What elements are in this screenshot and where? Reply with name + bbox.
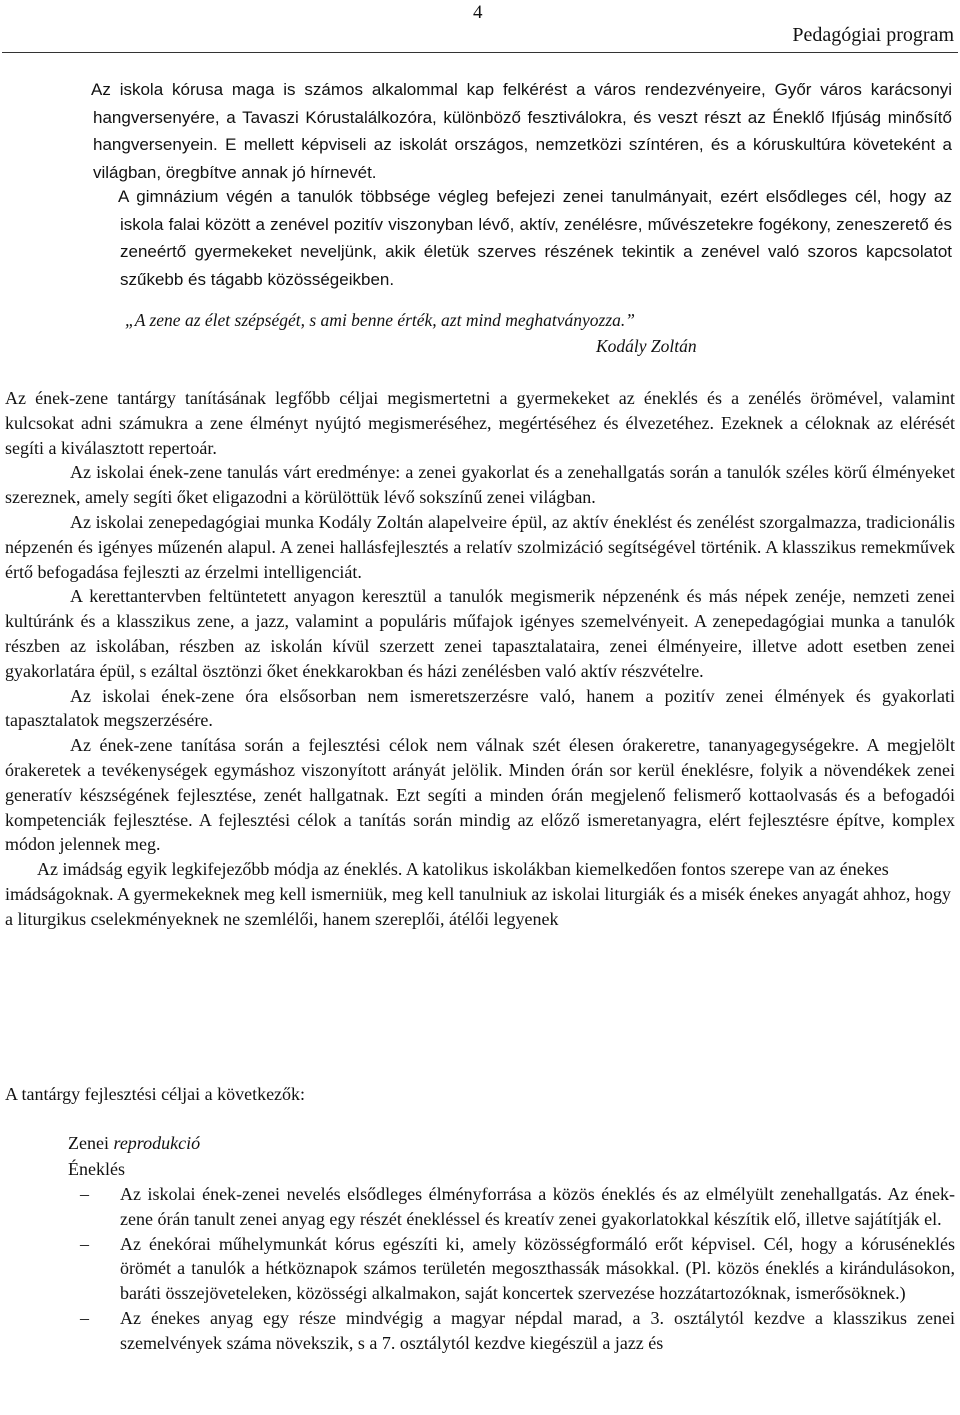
intro-section (93, 76, 952, 186)
intro-section-2 (93, 183, 952, 293)
dash-icon: – (80, 1184, 89, 1204)
header-title: Pedagógiai program (792, 24, 954, 46)
list-item-text: Az énekes anyag egy része mindvégig a magyar népdal marad, a 3. osztálytól kezdve a klasszikus zenei szemelvények száma növekszik, s a 7. osztálytól kezdve kiegészül a jazz és (120, 1307, 955, 1353)
dash-icon: – (80, 1307, 89, 1328)
goals-subheading: Éneklés (68, 1159, 125, 1179)
page-number: 4 (473, 2, 483, 23)
list-item (5, 1306, 955, 1356)
list-item-text: Az iskolai ének-zenei nevelés elsődleges élményforrása a közös éneklés és az elmélyült zenehallgatás. Az ének-zene órán tanult zenei anyag egy részét énekléssel és kreatív zenei gyakorlatokkal készítik elő, illetve sajátítják el. (120, 1184, 955, 1229)
body-section (5, 386, 955, 932)
body-paragraph: Az iskolai zenepedagógiai munka Kodály Zoltán alapelveire épül, az aktív éneklést és zenélést szorgalmazza, tradicionális népzenén és igényes műzenén alapul. A zenei hallásfejlesztés a relatív szolmizáció segítségével történik. A klasszikus remekművek értő befogadása fejleszti az érzelmi intelligenciát. (5, 511, 955, 582)
goals-heading-prefix: Zenei (68, 1133, 114, 1153)
goals-heading-emph: reprodukció (113, 1133, 201, 1153)
body-paragraph: Az iskolai ének-zene óra elsősorban nem ismeretszerzésre való, hanem a pozitív zenei élmények és gyakorlati tapasztalatok megszerzésére. (5, 685, 955, 731)
goals-intro: A tantárgy fejlesztési céljai a következők: (5, 1084, 306, 1104)
body-paragraph: Az ének-zene tantárgy tanításának legfőbb céljai megismertetni a gyermekeket az éneklés és a zenélés örömével, valamint kulcsokat adni számukra a zene élményt nyújtó megismeréséhez, megértéséhez és élvezetéhez. Ezeknek a céloknak az elérését segíti a kiválasztott repertoár. (5, 388, 955, 458)
intro-paragraph-1: Az iskola kórusa maga is számos alkalommal kap felkérést a város rendezvényeire, Győr város karácsonyi hangversenyére, a Tavaszi Kórustalálkozóra, különböző fesztiválokra, és veszt részt az Éneklő Ifjúság minősítő hangversenyein. E mellett képviseli az iskolát országos, nemzetközi színtéren, és a kóruskultúra követeként a világban, öregbítve annak jó hírnevét. (91, 80, 952, 182)
body-paragraph: Az ének-zene tanítása során a fejlesztési célok nem válnak szét élesen órakeretre, tananyagegységekre. A megjelölt órakeretek a tevékenységek egymáshoz viszonyított arányát jelölik. Minden órán sor kerül éneklésre, folyik a növendékek zenei generatív készségének fejlesztése, zenét hallgatnak. Ezt segíti a minden órán megjelenő felismerő kottaolvasás és a befogadói kompetenciák fejlesztése. A fejlesztési célok a tanítás során mindig az előző ismeretanyagra, elért fejlesztésre építve, komplex módon jelennek meg. (5, 735, 955, 855)
goals-list (5, 1182, 955, 1356)
body-paragraph: Az imádság egyik legkifejezőbb módja az éneklés. A katolikus iskolákban kiemelkedően fontos szerepe van az énekes imádságoknak. A gyermekeknek meg kell ismerniük, meg kell tanulniuk az iskolai liturgiák és a misék énekes anyagát ahhoz, hogy a liturgikus cselekményeknek ne szemlélői, hanem szereplői, átélői legyenek (5, 859, 951, 929)
list-item-text: Az énekórai műhelymunkát kórus egészíti ki, amely közösségformáló erőt képvisel. Cél, hogy a kóruséneklés örömét a tanulók a hétköznapok számos területén megoszthassák másokkal. (Pl. közös éneklés a kirándulásokon, baráti összejöveteleken, közösségi alkalmakon, saját koncertek szervezése hozzátartozóknak, ismerősöknek.) (120, 1233, 955, 1304)
quote-text: „A zene az élet szépségét, s ami benne érték, azt mind meghatványozza.” (125, 310, 636, 330)
body-paragraph: A kerettantervben feltüntetett anyagon keresztül a tanulók megismerik népzenénk és más népek zenéje, nemzeti zenei kultúránk és a klasszikus zene, a jazz, valamint a populáris műfajok igényes szemelvényeit. A zenepedagógiai munka a tanulók részben az iskolában, részben az iskolán kívül szerzett zenei tapasztalataira, zenei élményeire, illetve adott esetben zenei gyakorlatára épül, s ezáltal ösztönzi őket énekkarokban és házi zenélésben való aktív részvételre. (5, 586, 955, 681)
intro-paragraph-2: A gimnázium végén a tanulók többsége végleg befejezi zenei tanulmányait, ezért elsődleges cél, hogy az iskola falai között a zenével pozitív viszonyban lévő, aktív, zenélésre, művészetekre fogékony, zeneszerető és zeneértő gyermekeket neveljünk, akik életük szerves részének tekintik a zenével való szoros kapcsolatot szűkebb és tágabb közösségeikben. (118, 187, 952, 289)
dash-icon: – (80, 1233, 89, 1254)
body-paragraph: Az iskolai ének-zene tanulás várt eredménye: a zenei gyakorlat és a zenehallgatás során a tanulók széles körű élményeket szereznek, amely segíti őket eligazodni a körülöttük lévő sokszínű zenei világban. (5, 462, 955, 508)
goals-heading (68, 1133, 200, 1154)
header-rule (2, 52, 958, 53)
list-item (5, 1232, 955, 1306)
quote-author: Kodály Zoltán (596, 336, 697, 356)
list-item (5, 1182, 955, 1232)
